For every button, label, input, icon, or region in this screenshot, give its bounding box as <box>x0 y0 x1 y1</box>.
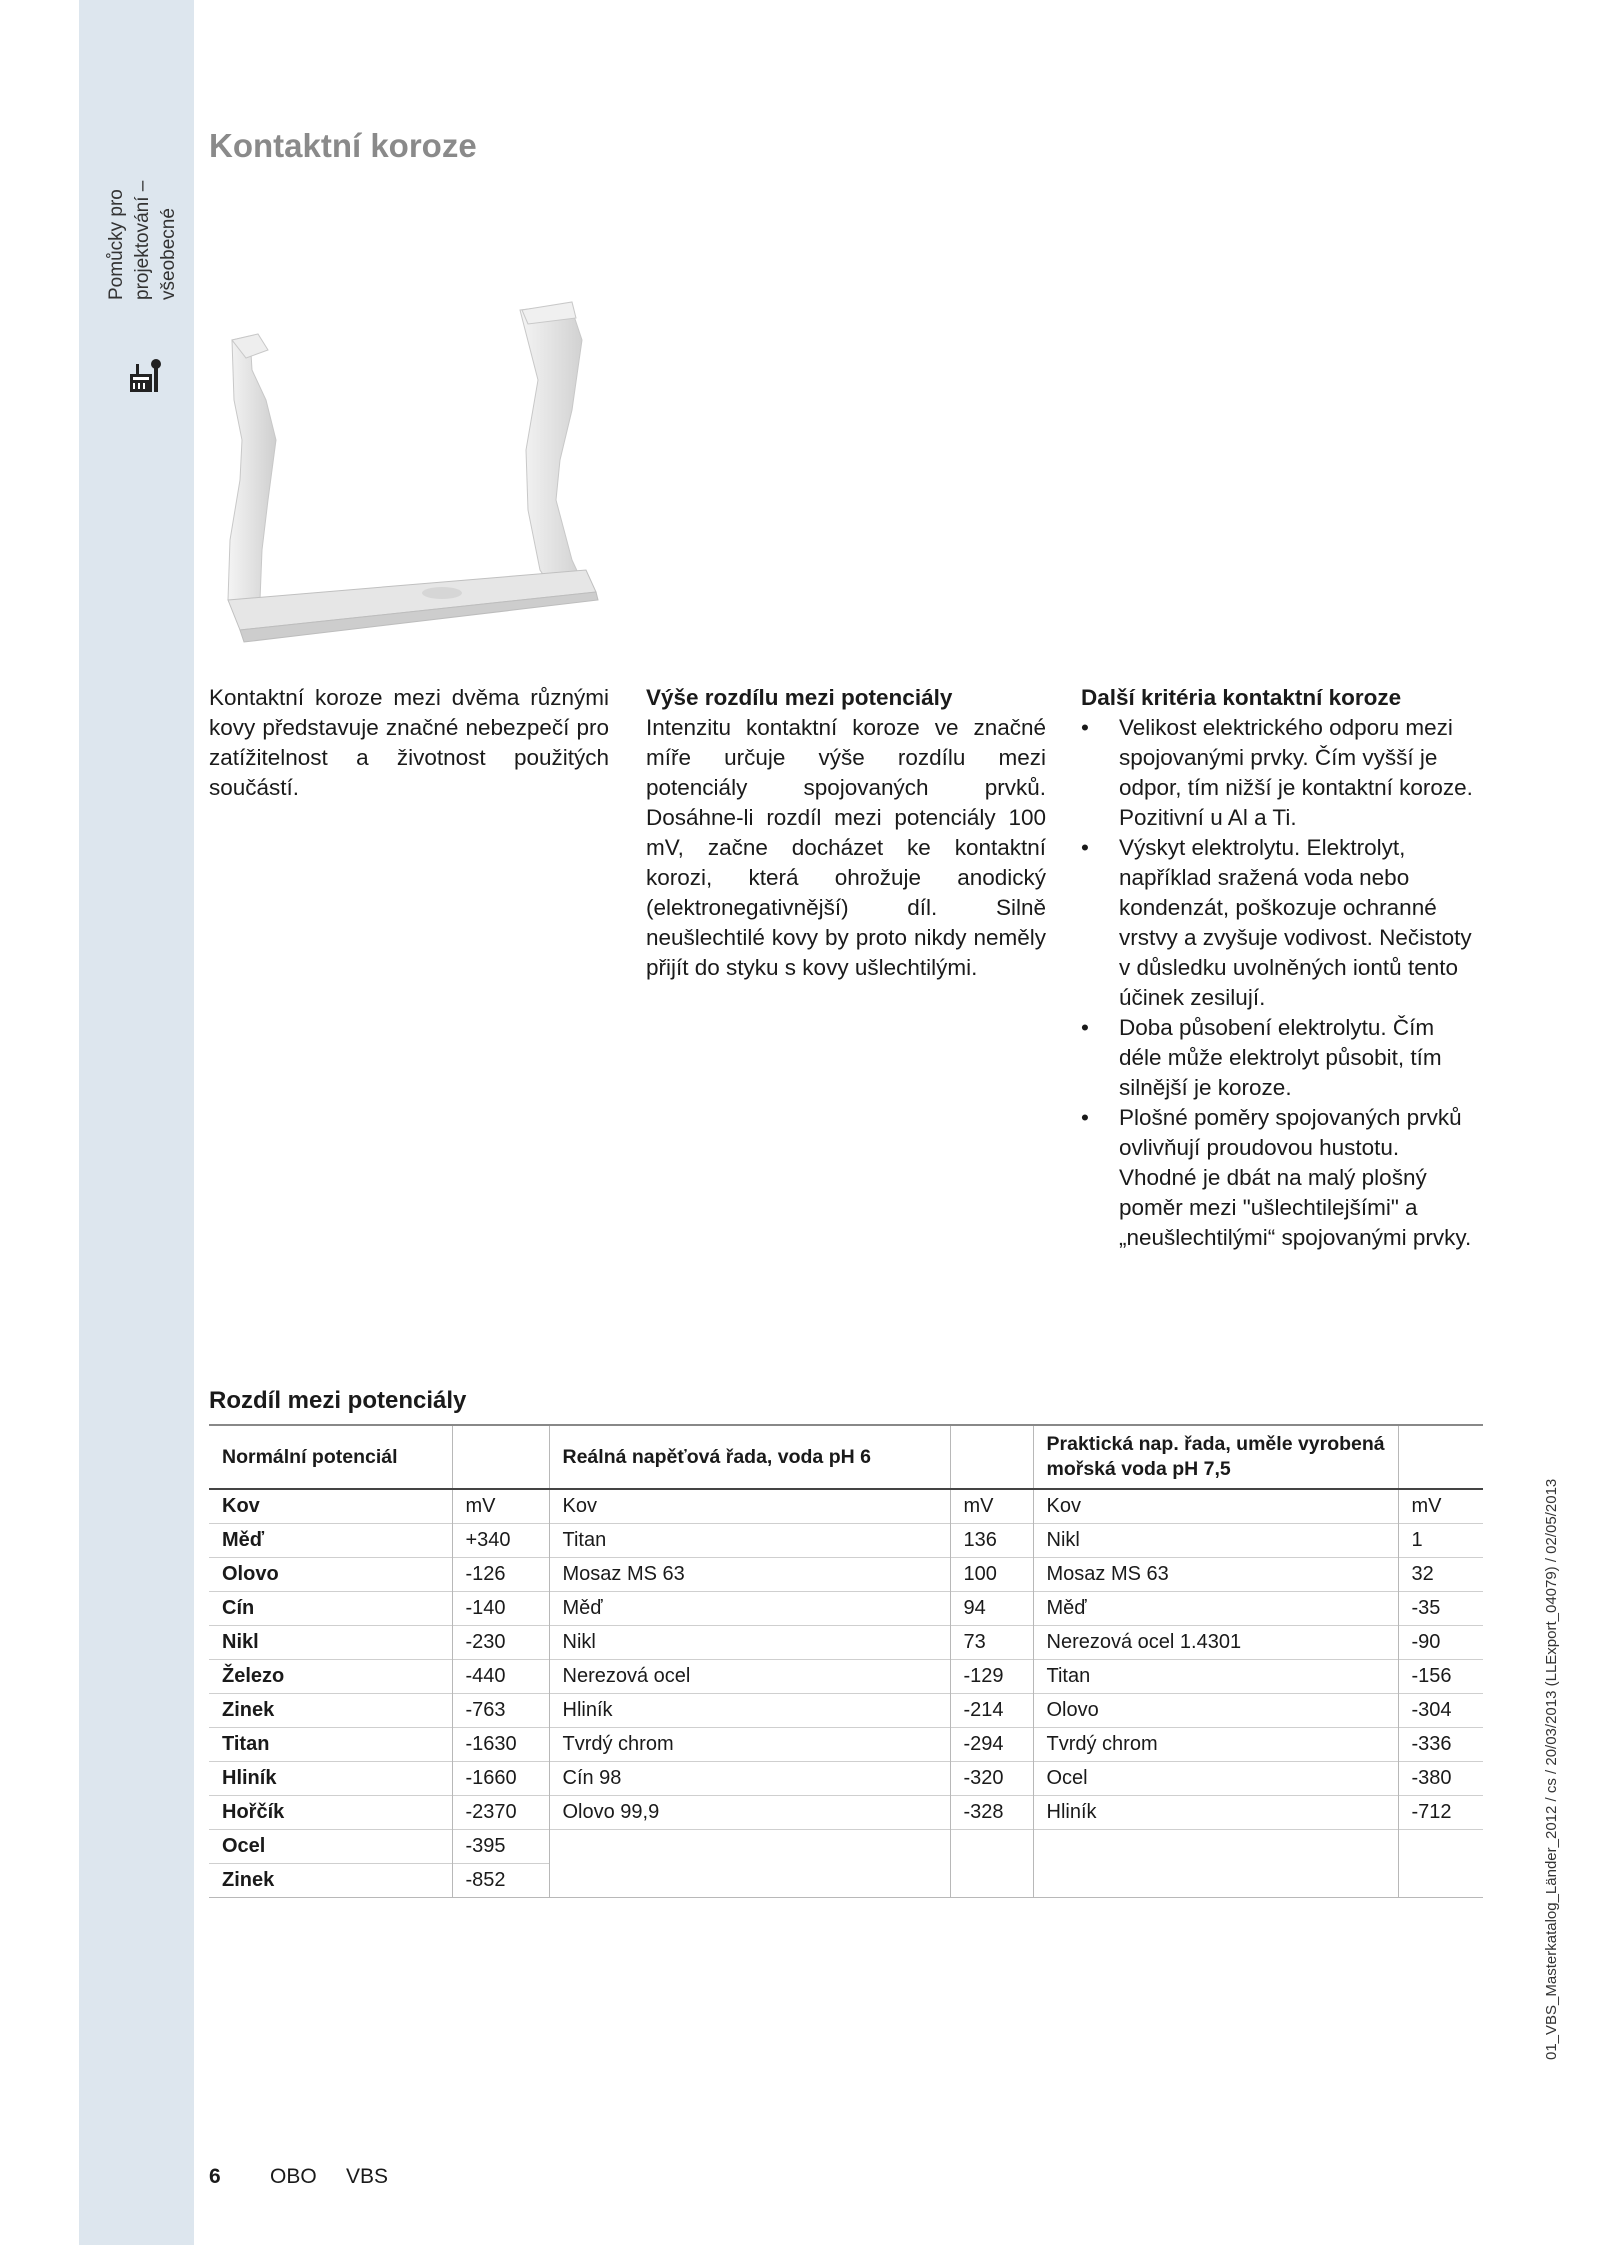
section-label <box>104 130 184 300</box>
table-cell: Mosaz MS 63 <box>549 1558 950 1592</box>
intro-text: Kontaktní koroze mezi dvěma různými kovy představuje značné nebezpečí pro zatížitelnost a životnost použitých součástí. <box>209 685 609 800</box>
table-cell: 94 <box>950 1592 1033 1626</box>
table-title: Rozdíl mezi potenciály <box>209 1387 467 1414</box>
table-cell: Olovo <box>209 1558 452 1592</box>
table-cell: Měď <box>209 1524 452 1558</box>
table-cell: -1630 <box>452 1728 549 1762</box>
table-cell: Mosaz MS 63 <box>1033 1558 1398 1592</box>
table-cell: 136 <box>950 1524 1033 1558</box>
brand-name: OBO <box>270 2165 317 2188</box>
table-cell: Nerezová ocel 1.4301 <box>1033 1626 1398 1660</box>
table-cell: Olovo <box>1033 1694 1398 1728</box>
table-cell: Hliník <box>209 1762 452 1796</box>
table-cell: Nikl <box>1033 1524 1398 1558</box>
table-cell: 73 <box>950 1626 1033 1660</box>
criteria-heading: Další kritéria kontaktní koroze <box>1081 685 1402 710</box>
table-cell <box>1033 1864 1398 1898</box>
section-label-line-3: všeobecné <box>158 208 179 300</box>
table-cell: Olovo 99,9 <box>549 1796 950 1830</box>
table-cell: Zinek <box>209 1694 452 1728</box>
table-cell: Cín <box>209 1592 452 1626</box>
table-row <box>209 1830 1483 1864</box>
criteria-item-text: Doba působení elektrolytu. Čím déle může elektrolyt působit, tím silnější je koroze. <box>1119 1015 1442 1100</box>
table-row <box>209 1762 1483 1796</box>
table-row <box>209 1660 1483 1694</box>
page-title: Kontaktní koroze <box>209 127 477 164</box>
table-cell: -395 <box>452 1830 549 1864</box>
criteria-item-text: Výskyt elektrolytu. Elektrolyt, například sražená voda nebo kondenzát, poškozuje ochranné vrstvy a zvyšuje vodivost. Nečistoty v důsledku uvolněných iontů tento účinek zesilují. <box>1119 835 1472 1010</box>
sub-header-cell: Kov <box>549 1489 950 1524</box>
bullet: • <box>1081 1105 1089 1130</box>
sub-header-cell: Kov <box>222 1495 260 1517</box>
sidebar-band <box>79 0 194 2245</box>
bullet: • <box>1081 715 1089 740</box>
tools-icon <box>130 358 162 394</box>
criteria-item <box>1081 1013 1481 1103</box>
criteria-item-text: Plošné poměry spojovaných prvků ovlivňují proudovou hustotu. Vhodné je dbát na malý plošný poměr mezi "ušlechtilejšími" a „neušlechtilými“ spojovanými prvky. <box>1119 1105 1472 1250</box>
section-label-line-1: Pomůcky pro <box>106 189 127 300</box>
table-cell: Titan <box>1033 1660 1398 1694</box>
table-cell: -712 <box>1398 1796 1483 1830</box>
table-cell: Tvrdý chrom <box>549 1728 950 1762</box>
table-cell: 32 <box>1398 1558 1483 1592</box>
table-cell <box>1033 1830 1398 1864</box>
table-cell <box>950 1864 1033 1898</box>
table-sub-header-row <box>209 1489 1483 1524</box>
table-cell: Cín 98 <box>549 1762 950 1796</box>
table-row <box>209 1626 1483 1660</box>
pipe-clamp-image <box>210 300 610 660</box>
table-cell: -230 <box>452 1626 549 1660</box>
table-cell: -1660 <box>452 1762 549 1796</box>
table-row <box>209 1728 1483 1762</box>
table-cell: Tvrdý chrom <box>1033 1728 1398 1762</box>
sub-header-cell: Kov <box>1033 1489 1398 1524</box>
potential-table <box>209 1424 1483 1898</box>
group-header-spacer <box>452 1425 549 1489</box>
print-job-note: 01_VBS_Masterkatalog_Länder_2012 / cs / 20/03/2013 (LLExport_04079) / 02/05/2013 <box>1543 1478 1560 2060</box>
bullet: • <box>1081 1015 1089 1040</box>
table-row <box>209 1694 1483 1728</box>
criteria-item-text: Velikost elektrického odporu mezi spojovanými prvky. Čím vyšší je odpor, tím nižší je kontaktní koroze. Pozitivní u Al a Ti. <box>1119 715 1473 830</box>
table-cell: -294 <box>950 1728 1033 1762</box>
group-header-spacer <box>950 1425 1033 1489</box>
table-cell: -328 <box>950 1796 1033 1830</box>
group-header-real: Reálná napěťová řada, voda pH 6 <box>549 1425 950 1489</box>
table-cell: Hořčík <box>209 1796 452 1830</box>
sub-header-cell: mV <box>950 1489 1033 1524</box>
table-row <box>209 1524 1483 1558</box>
criteria-item <box>1081 833 1481 1013</box>
table-cell <box>1398 1864 1483 1898</box>
table-cell: Nerezová ocel <box>549 1660 950 1694</box>
table-cell: -126 <box>452 1558 549 1592</box>
table-cell: -214 <box>950 1694 1033 1728</box>
table-cell <box>1398 1830 1483 1864</box>
potential-column <box>646 683 1046 983</box>
table-cell: Hliník <box>1033 1796 1398 1830</box>
table-cell: -320 <box>950 1762 1033 1796</box>
table-cell: -763 <box>452 1694 549 1728</box>
table-cell: Železo <box>209 1660 452 1694</box>
potential-heading: Výše rozdílu mezi potenciály <box>646 685 953 710</box>
table-cell: Titan <box>209 1728 452 1762</box>
series-name: VBS <box>346 2165 389 2188</box>
table-cell: -440 <box>452 1660 549 1694</box>
table-cell: Měď <box>1033 1592 1398 1626</box>
intro-column <box>209 683 609 803</box>
potential-table-body <box>209 1425 1483 1898</box>
table-cell <box>950 1830 1033 1864</box>
group-header-spacer <box>1398 1425 1483 1489</box>
criteria-column <box>1081 683 1481 1253</box>
bullet: • <box>1081 835 1089 860</box>
table-cell: Měď <box>549 1592 950 1626</box>
table-cell: -336 <box>1398 1728 1483 1762</box>
section-label-line-2: projektování – <box>132 180 153 300</box>
table-cell: -852 <box>452 1864 549 1898</box>
page-number: 6 <box>209 2165 221 2188</box>
table-cell: -156 <box>1398 1660 1483 1694</box>
sub-header-cell: mV <box>452 1489 549 1524</box>
group-header-normal: Normální potenciál <box>209 1425 452 1489</box>
criteria-item <box>1081 713 1481 833</box>
table-group-header-row <box>209 1425 1483 1489</box>
table-cell: 100 <box>950 1558 1033 1592</box>
table-cell: Nikl <box>549 1626 950 1660</box>
table-row <box>209 1558 1483 1592</box>
group-header-practical: Praktická nap. řada, uměle vyrobená mořská voda pH 7,5 <box>1033 1425 1398 1489</box>
table-row <box>209 1796 1483 1830</box>
table-cell: 1 <box>1398 1524 1483 1558</box>
table-cell: Ocel <box>1033 1762 1398 1796</box>
criteria-list <box>1081 713 1481 1253</box>
table-row <box>209 1592 1483 1626</box>
table-cell: -129 <box>950 1660 1033 1694</box>
table-cell: Titan <box>549 1524 950 1558</box>
table-cell: -35 <box>1398 1592 1483 1626</box>
sub-header-cell: mV <box>1398 1489 1483 1524</box>
table-cell: -2370 <box>452 1796 549 1830</box>
table-cell: Hliník <box>549 1694 950 1728</box>
table-cell: -90 <box>1398 1626 1483 1660</box>
table-cell <box>549 1830 950 1864</box>
potential-body: Intenzitu kontaktní koroze ve značné míře určuje výše rozdílu mezi potenciály spojovaných prvků. Dosáhne-li rozdíl mezi potenciály 100 mV, začne docházet ke kontaktní korozi, která ohrožuje anodický (elektronegativnější) díl. Silně neušlechtilé kovy by proto nikdy neměly přijít do styku s kovy ušlechtilými. <box>646 715 1046 980</box>
table-cell: +340 <box>452 1524 549 1558</box>
table-cell: -380 <box>1398 1762 1483 1796</box>
table-cell: -140 <box>452 1592 549 1626</box>
table-cell: -304 <box>1398 1694 1483 1728</box>
criteria-item <box>1081 1103 1481 1253</box>
table-cell: Nikl <box>209 1626 452 1660</box>
table-row <box>209 1864 1483 1898</box>
table-cell: Ocel <box>209 1830 452 1864</box>
table-cell: Zinek <box>209 1864 452 1898</box>
table-cell <box>549 1864 950 1898</box>
